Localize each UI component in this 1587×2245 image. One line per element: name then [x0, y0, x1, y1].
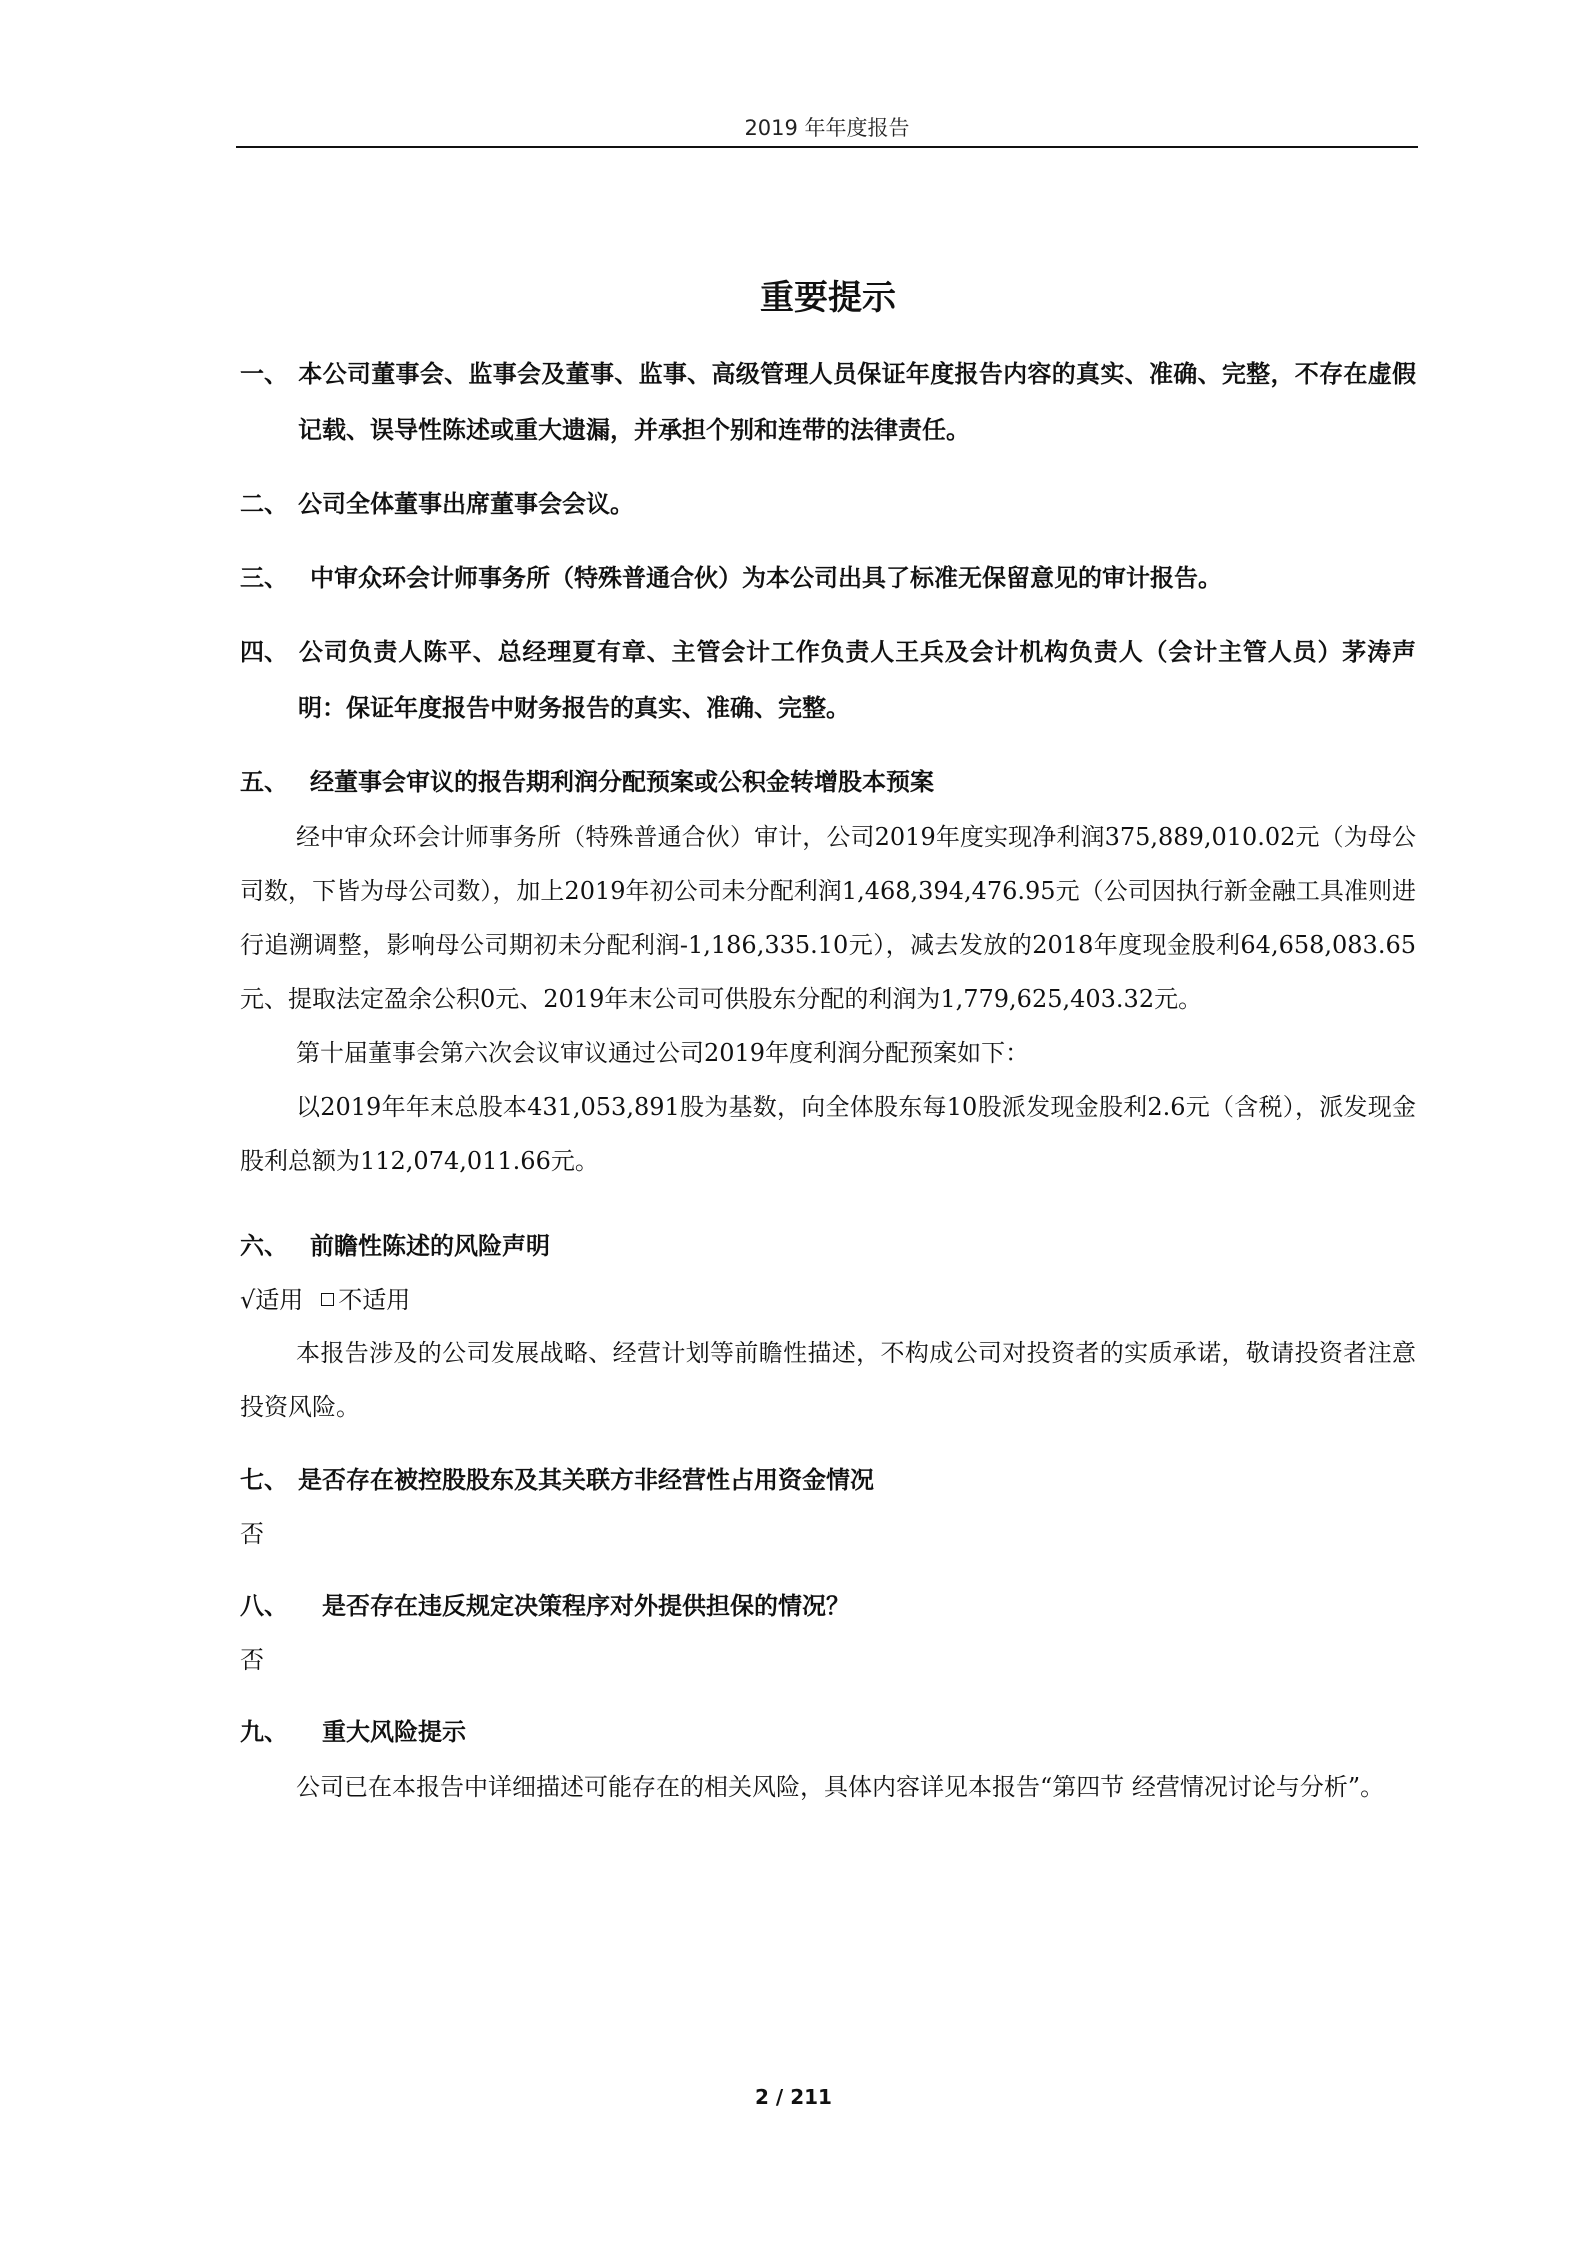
item-eight-heading [240, 1578, 1416, 1634]
item-six-heading [240, 1218, 1416, 1274]
item-seven-answer: 否 [240, 1520, 264, 1548]
item-text: 公司全体董事出席董事会会议。 [298, 490, 634, 518]
item-number: 三、 [240, 564, 288, 592]
forward-looking-paragraph: 本报告涉及的公司发展战略、经营计划等前瞻性描述，不构成公司对投资者的实质承诺，敬请投资者注意投资风险。 [240, 1339, 1416, 1421]
item-text: 前瞻性陈述的风险声明 [310, 1232, 550, 1260]
item-five-heading [240, 754, 1416, 810]
board-resolution-paragraph: 第十届董事会第六次会议审议通过公司2019年度利润分配预案如下： [296, 1039, 1030, 1067]
item-eight-answer: 否 [240, 1646, 264, 1674]
item-two [240, 476, 1416, 532]
item-text: 重大风险提示 [322, 1718, 466, 1746]
item-four [240, 624, 1416, 736]
item-text: 本公司董事会、监事会及董事、监事、高级管理人员保证年度报告内容的真实、准确、完整，不存在虚假记载、误导性陈述或重大遗漏，并承担个别和连带的法律责任。 [298, 360, 1416, 444]
item-text: 公司负责人陈平、总经理夏有章、主管会计工作负责人王兵及会计机构负责人（会计主管人员）茅涛声明：保证年度报告中财务报告的真实、准确、完整。 [298, 638, 1416, 722]
page-number: 2 / 211 [755, 2085, 832, 2109]
item-text: 中审众环会计师事务所（特殊普通合伙）为本公司出具了标准无保留意见的审计报告。 [310, 564, 1222, 592]
applicability-line [240, 1274, 1416, 1326]
item-text: 是否存在违反规定决策程序对外提供担保的情况？ [322, 1592, 850, 1620]
header-rule [236, 146, 1418, 148]
risk-paragraph: 公司已在本报告中详细描述可能存在的相关风险，具体内容详见本报告“第四节 经营情况讨论与分析”。 [296, 1773, 1385, 1801]
main-content [240, 270, 1416, 1814]
item-number: 八、 [240, 1592, 288, 1620]
item-number: 七、 [240, 1466, 288, 1494]
item-text: 经董事会审议的报告期利润分配预案或公积金转增股本预案 [310, 768, 934, 796]
item-seven-heading [240, 1452, 1416, 1508]
checkbox-icon [321, 1293, 334, 1306]
item-number: 二、 [240, 490, 288, 518]
page-title: 重要提示 [760, 278, 896, 318]
item-nine-heading [240, 1704, 1416, 1760]
not-applicable-label: 不适用 [338, 1286, 411, 1314]
item-number: 九、 [240, 1718, 288, 1746]
item-number: 五、 [240, 768, 288, 796]
item-number: 一、 [240, 360, 288, 388]
applicable-label: √适用 [240, 1286, 304, 1314]
item-three [240, 550, 1416, 606]
item-number: 六、 [240, 1232, 288, 1260]
item-text: 是否存在被控股股东及其关联方非经营性占用资金情况 [298, 1466, 874, 1494]
item-number: 四、 [240, 638, 288, 666]
item-one [240, 346, 1416, 458]
running-header: 2019 年年度报告 [744, 116, 910, 140]
profit-paragraph: 经中审众环会计师事务所（特殊普通合伙）审计，公司2019年度实现净利润375,889,010.02元（为母公司数，下皆为母公司数），加上2019年初公司未分配利润1,468,394,476.95元（公司因执行新金融工具准则进行追溯调整，影响母公司期初未分配利润-1,186,335.10元），减去发放的2018年度现金股利64,658,083.65元、提取法定盈余公积0元、2019年末公司可供股东分配的利润为1,779,625,403.32元。 [240, 823, 1416, 1013]
dividend-paragraph: 以2019年年末总股本431,053,891股为基数，向全体股东每10股派发现金股利2.6元（含税），派发现金股利总额为112,074,011.66元。 [240, 1093, 1416, 1175]
